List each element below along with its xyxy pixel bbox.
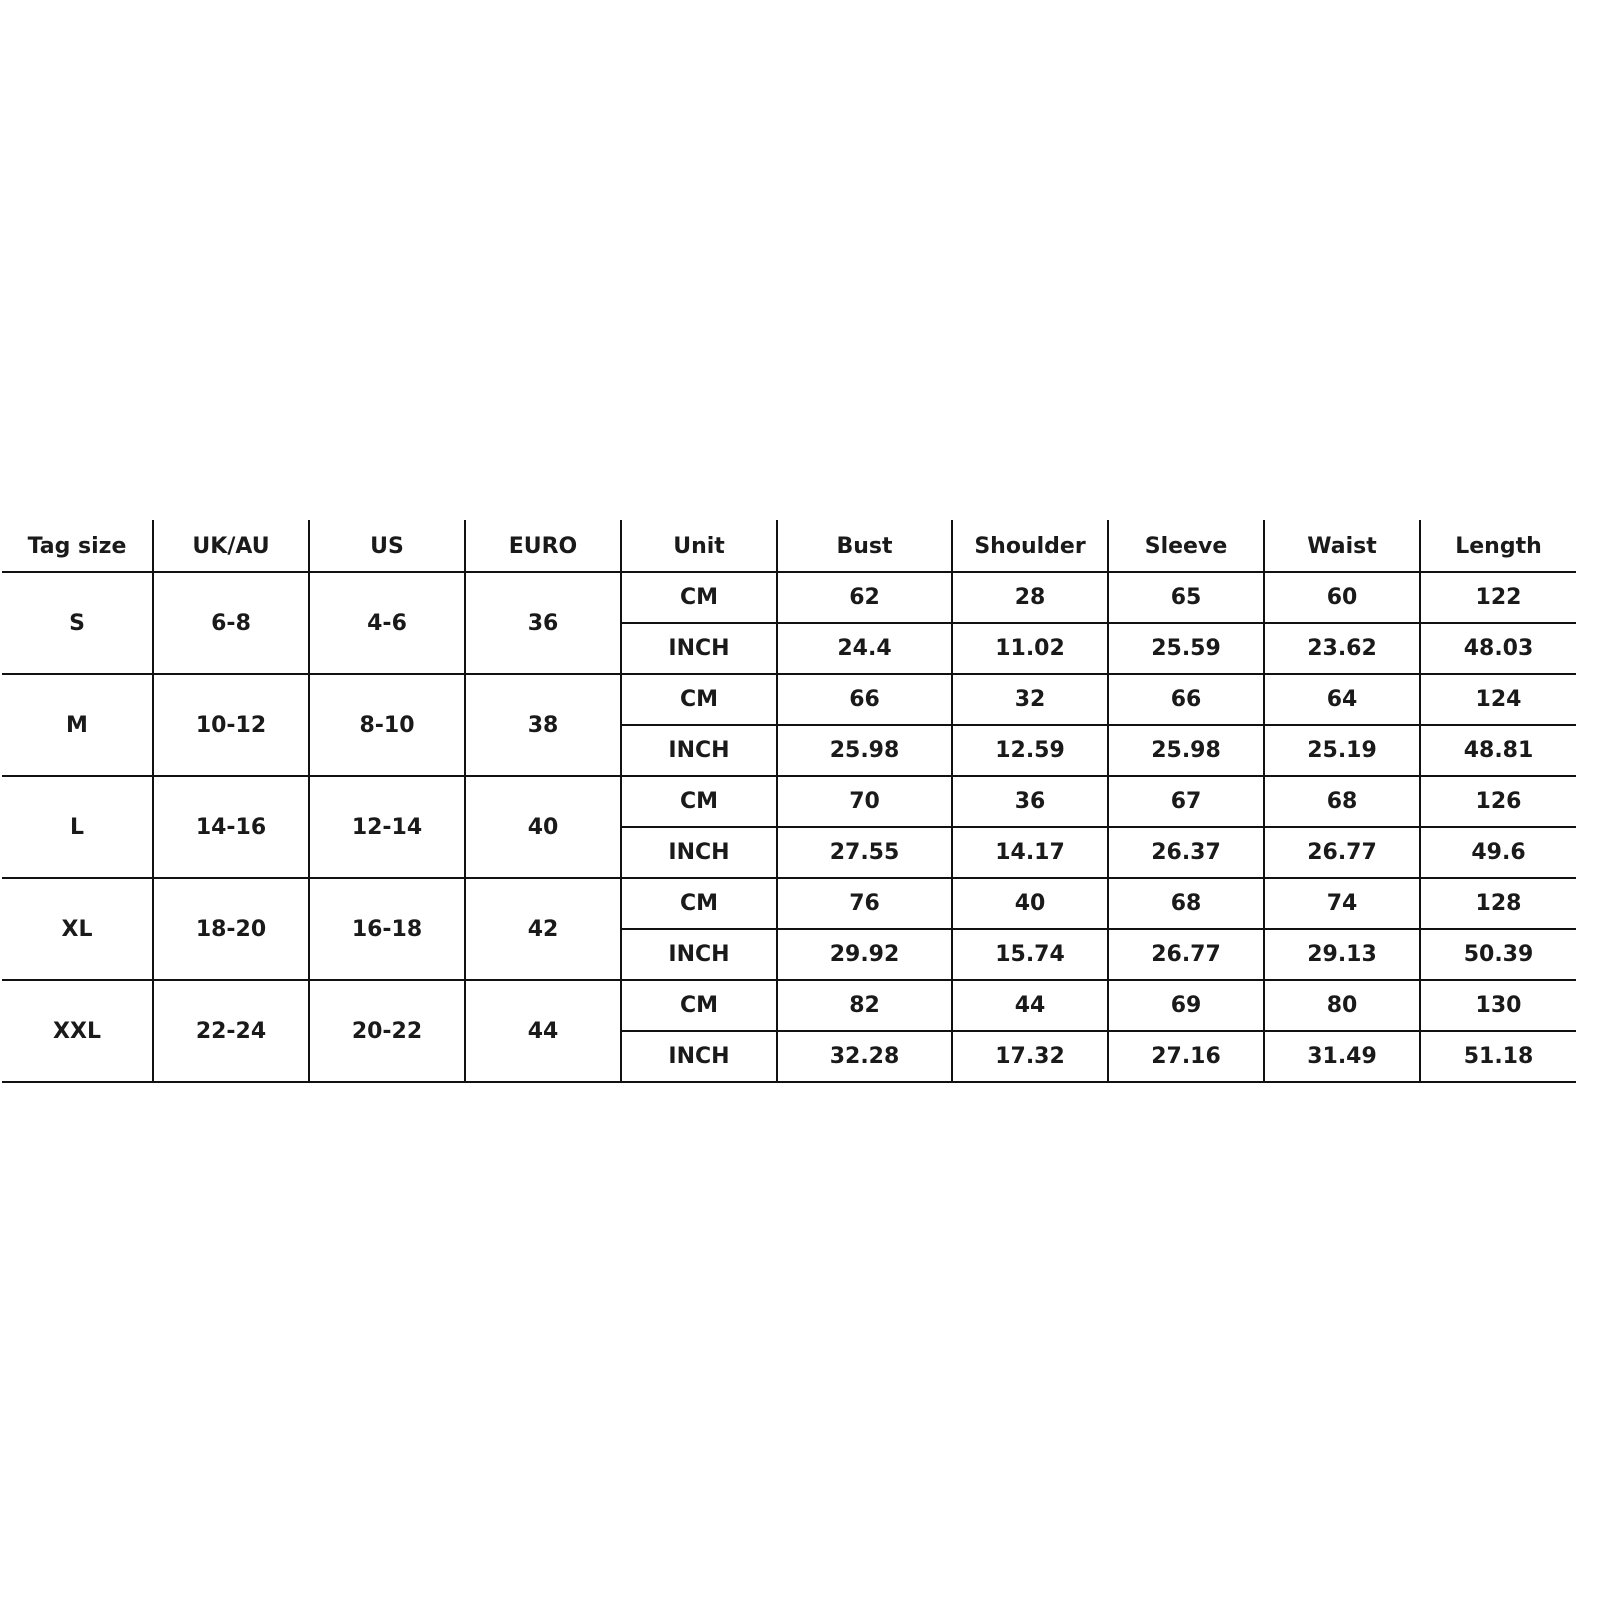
tag-size-cell: XL — [2, 878, 153, 980]
us-cell: 12-14 — [309, 776, 465, 878]
header-euro: EURO — [465, 520, 621, 572]
bust-cell: 32.28 — [777, 1031, 952, 1082]
shoulder-cell: 32 — [952, 674, 1108, 725]
length-cell: 128 — [1420, 878, 1576, 929]
uk-au-cell: 6-8 — [153, 572, 309, 674]
length-cell: 124 — [1420, 674, 1576, 725]
shoulder-cell: 40 — [952, 878, 1108, 929]
table-row — [2, 980, 1576, 1031]
waist-cell: 68 — [1264, 776, 1420, 827]
waist-cell: 74 — [1264, 878, 1420, 929]
unit-cell: CM — [621, 980, 777, 1031]
length-cell: 126 — [1420, 776, 1576, 827]
tag-size-cell: S — [2, 572, 153, 674]
length-cell: 130 — [1420, 980, 1576, 1031]
euro-cell: 42 — [465, 878, 621, 980]
tag-size-cell: L — [2, 776, 153, 878]
waist-cell: 60 — [1264, 572, 1420, 623]
waist-cell: 29.13 — [1264, 929, 1420, 980]
length-cell: 48.81 — [1420, 725, 1576, 776]
bust-cell: 70 — [777, 776, 952, 827]
sleeve-cell: 26.37 — [1108, 827, 1264, 878]
table-row — [2, 572, 1576, 623]
table-row — [2, 674, 1576, 725]
unit-cell: CM — [621, 776, 777, 827]
shoulder-cell: 36 — [952, 776, 1108, 827]
us-cell: 4-6 — [309, 572, 465, 674]
header-shoulder: Shoulder — [952, 520, 1108, 572]
euro-cell: 40 — [465, 776, 621, 878]
tag-size-cell: XXL — [2, 980, 153, 1082]
shoulder-cell: 28 — [952, 572, 1108, 623]
shoulder-cell: 11.02 — [952, 623, 1108, 674]
table-row — [2, 776, 1576, 827]
waist-cell: 25.19 — [1264, 725, 1420, 776]
tag-size-cell: M — [2, 674, 153, 776]
length-cell: 48.03 — [1420, 623, 1576, 674]
header-sleeve: Sleeve — [1108, 520, 1264, 572]
waist-cell: 31.49 — [1264, 1031, 1420, 1082]
length-cell: 50.39 — [1420, 929, 1576, 980]
unit-cell: INCH — [621, 623, 777, 674]
header-waist: Waist — [1264, 520, 1420, 572]
shoulder-cell: 44 — [952, 980, 1108, 1031]
sleeve-cell: 69 — [1108, 980, 1264, 1031]
table-row — [2, 878, 1576, 929]
sleeve-cell: 25.98 — [1108, 725, 1264, 776]
header-us: US — [309, 520, 465, 572]
shoulder-cell: 17.32 — [952, 1031, 1108, 1082]
sleeve-cell: 68 — [1108, 878, 1264, 929]
euro-cell: 44 — [465, 980, 621, 1082]
bust-cell: 27.55 — [777, 827, 952, 878]
waist-cell: 26.77 — [1264, 827, 1420, 878]
sleeve-cell: 67 — [1108, 776, 1264, 827]
bust-cell: 24.4 — [777, 623, 952, 674]
unit-cell: INCH — [621, 1031, 777, 1082]
bust-cell: 76 — [777, 878, 952, 929]
header-uk-au: UK/AU — [153, 520, 309, 572]
shoulder-cell: 14.17 — [952, 827, 1108, 878]
bust-cell: 62 — [777, 572, 952, 623]
uk-au-cell: 22-24 — [153, 980, 309, 1082]
header-unit: Unit — [621, 520, 777, 572]
uk-au-cell: 18-20 — [153, 878, 309, 980]
length-cell: 51.18 — [1420, 1031, 1576, 1082]
unit-cell: INCH — [621, 725, 777, 776]
waist-cell: 64 — [1264, 674, 1420, 725]
length-cell: 49.6 — [1420, 827, 1576, 878]
sleeve-cell: 26.77 — [1108, 929, 1264, 980]
sleeve-cell: 27.16 — [1108, 1031, 1264, 1082]
us-cell: 20-22 — [309, 980, 465, 1082]
size-chart-table — [2, 520, 1576, 1083]
shoulder-cell: 12.59 — [952, 725, 1108, 776]
euro-cell: 36 — [465, 572, 621, 674]
length-cell: 122 — [1420, 572, 1576, 623]
bust-cell: 66 — [777, 674, 952, 725]
unit-cell: INCH — [621, 827, 777, 878]
uk-au-cell: 10-12 — [153, 674, 309, 776]
us-cell: 16-18 — [309, 878, 465, 980]
header-row — [2, 520, 1576, 572]
waist-cell: 80 — [1264, 980, 1420, 1031]
us-cell: 8-10 — [309, 674, 465, 776]
waist-cell: 23.62 — [1264, 623, 1420, 674]
bust-cell: 82 — [777, 980, 952, 1031]
header-bust: Bust — [777, 520, 952, 572]
header-length: Length — [1420, 520, 1576, 572]
unit-cell: CM — [621, 572, 777, 623]
header-tag-size: Tag size — [2, 520, 153, 572]
sleeve-cell: 66 — [1108, 674, 1264, 725]
euro-cell: 38 — [465, 674, 621, 776]
uk-au-cell: 14-16 — [153, 776, 309, 878]
unit-cell: INCH — [621, 929, 777, 980]
bust-cell: 29.92 — [777, 929, 952, 980]
shoulder-cell: 15.74 — [952, 929, 1108, 980]
sleeve-cell: 65 — [1108, 572, 1264, 623]
unit-cell: CM — [621, 878, 777, 929]
bust-cell: 25.98 — [777, 725, 952, 776]
sleeve-cell: 25.59 — [1108, 623, 1264, 674]
unit-cell: CM — [621, 674, 777, 725]
